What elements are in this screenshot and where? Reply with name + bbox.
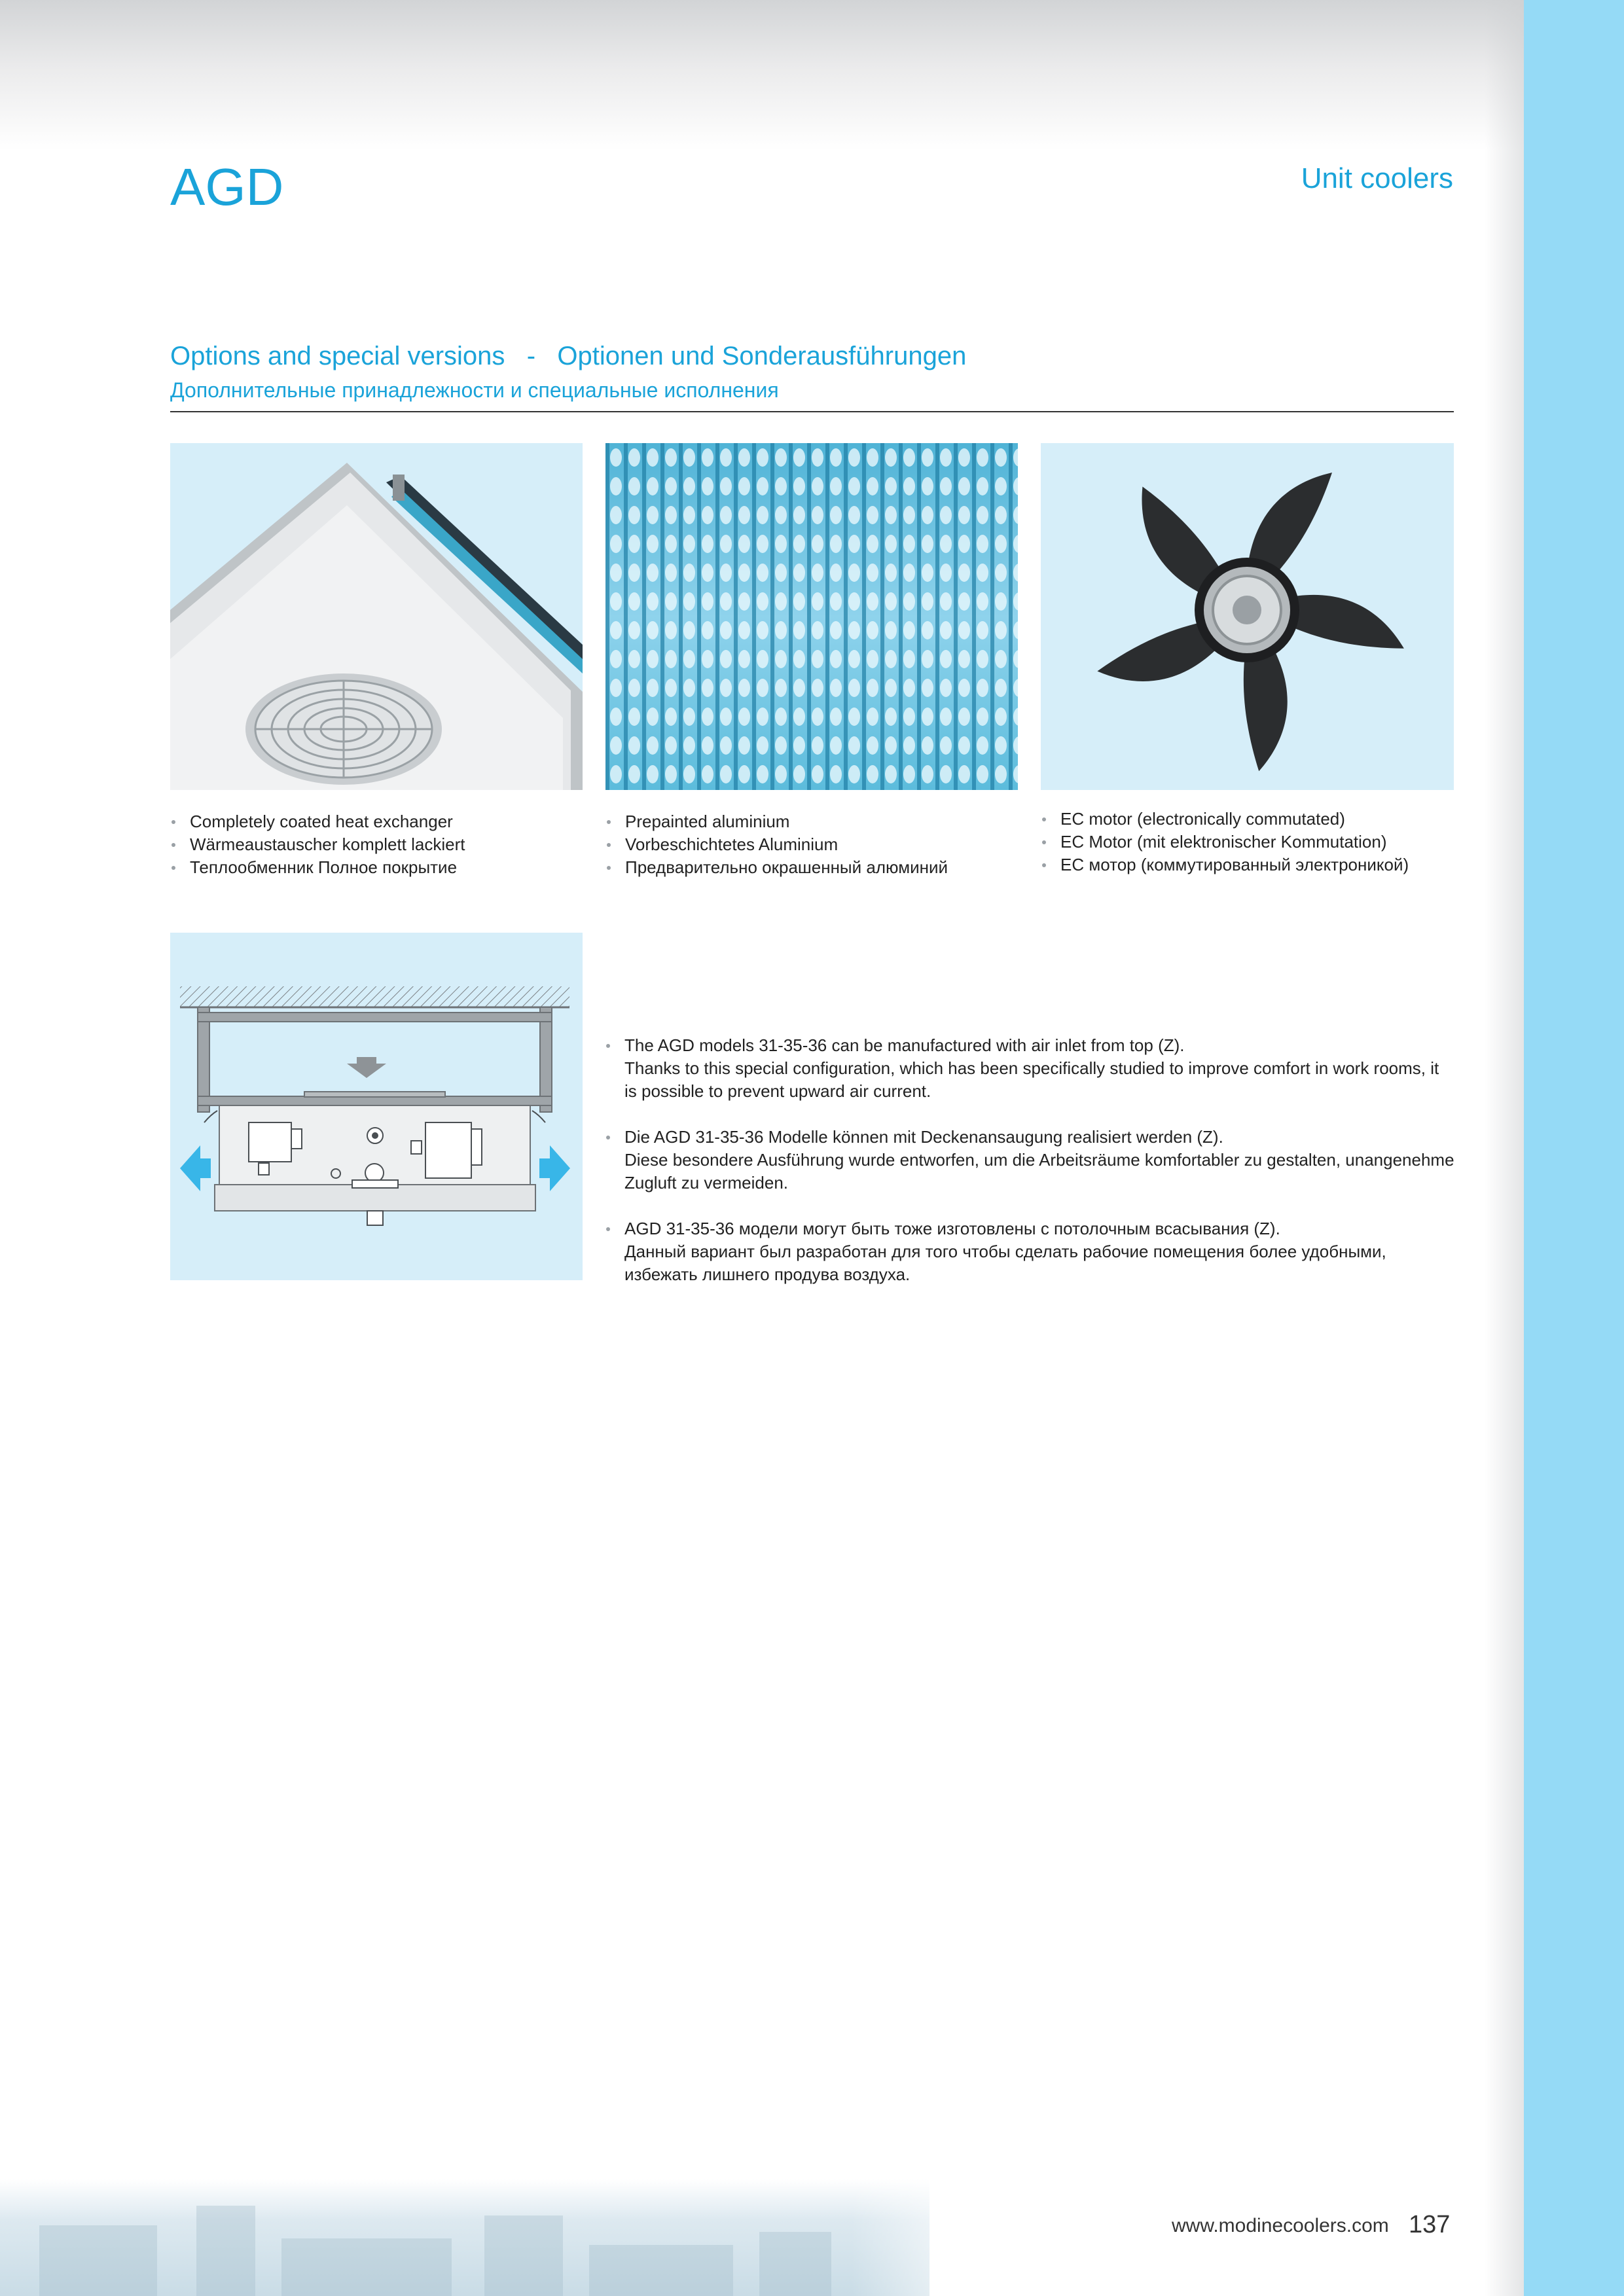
footer-website-link[interactable]: www.modinecoolers.com: [1172, 2215, 1389, 2236]
side-color-band: [1524, 0, 1624, 2296]
list-item: Wärmeaustauscher komplett lackiert: [170, 833, 465, 856]
list-item: Prepainted aluminium: [605, 810, 948, 833]
section-title: Options and special versions - Optionen und Sonderausführungen: [170, 342, 967, 370]
section-divider: [170, 411, 1454, 412]
paragraph-heading: AGD 31-35-36 модели могут быть тоже изготовлены с потолочным всасывания (Z).: [624, 1219, 1280, 1238]
list-item: [605, 1126, 1456, 1194]
list-item: Completely coated heat exchanger: [170, 810, 465, 833]
ec-motor-fan-photo: [1041, 443, 1454, 790]
feature-list-ec-motor: [1041, 808, 1409, 876]
paragraph-text: Diese besondere Ausführung wurde entworfen, um die Arbeitsräume komfortabler zu gestalten, unangenehme Zugluft zu vermeiden.: [624, 1150, 1454, 1193]
footer-fade: [851, 2179, 1008, 2296]
section-subtitle: Дополнительные принадлежности и специальные исполнения: [170, 378, 779, 402]
coated-heat-exchanger-photo: [170, 443, 583, 790]
paragraph-heading: Die AGD 31-35-36 Modelle können mit Deckenansaugung realisiert werden (Z).: [624, 1127, 1223, 1147]
paragraph-heading: The AGD models 31-35-36 can be manufactured with air inlet from top (Z).: [624, 1035, 1185, 1055]
side-band-shadow: [1485, 0, 1524, 2296]
footer-background-photo: [0, 2179, 929, 2296]
list-item: Предварительно окрашенный алюминий: [605, 856, 948, 879]
prepainted-aluminium-fins-photo: [605, 443, 1018, 790]
top-air-inlet-diagram: [170, 933, 583, 1280]
list-item: EC мотор (коммутированный электроникой): [1041, 853, 1409, 876]
list-item: Теплообменник Полное покрытие: [170, 856, 465, 879]
paragraph-text: Thanks to this special configuration, which has been specifically studied to improve comfort in work rooms, it is possible to prevent upward air current.: [624, 1058, 1439, 1101]
page-number: 137: [1409, 2211, 1451, 2238]
list-item: EC motor (electronically commutated): [1041, 808, 1409, 831]
list-item: [605, 1217, 1456, 1286]
category-label: Unit coolers: [1301, 162, 1453, 194]
list-item: Vorbeschichtetes Aluminium: [605, 833, 948, 856]
list-item: [605, 1034, 1456, 1103]
product-title: AGD: [170, 158, 284, 216]
top-inlet-description: [605, 1034, 1456, 1309]
feature-list-aluminium: [605, 810, 948, 879]
list-item: EC Motor (mit elektronischer Kommutation): [1041, 831, 1409, 853]
header-background: [0, 0, 1524, 151]
feature-list-coated: [170, 810, 465, 879]
paragraph-text: Данный вариант был разработан для того чтобы сделать рабочие помещения более удобными, избежать лишнего продува воздуха.: [624, 1242, 1386, 1284]
